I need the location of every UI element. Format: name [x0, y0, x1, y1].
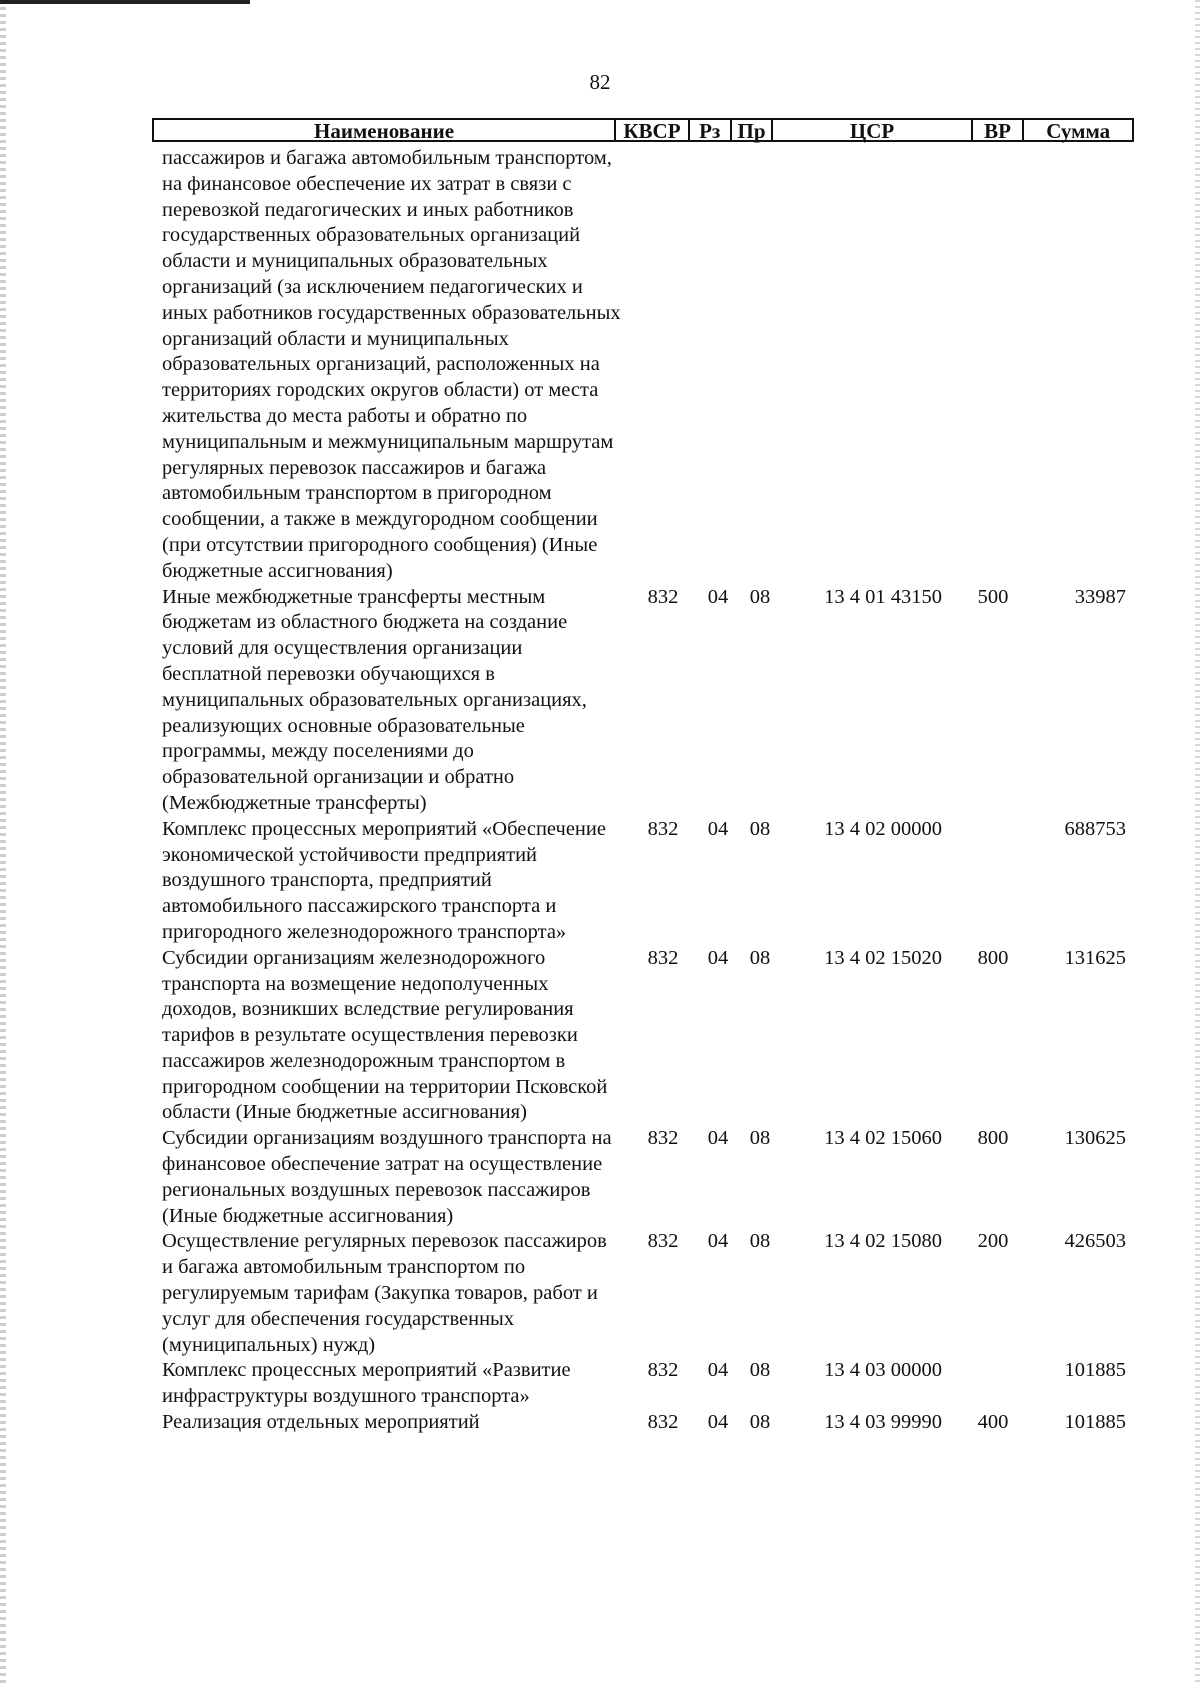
row-kvsr: 832: [647, 1411, 679, 1434]
row-csr: 13 4 02 15080: [824, 1230, 942, 1253]
row-csr: 13 4 02 15020: [824, 946, 942, 969]
row-sum: 101885: [1064, 1359, 1126, 1382]
row-csr: 13 4 02 00000: [824, 817, 942, 840]
row-csr: 13 4 01 43150: [824, 585, 942, 608]
row-name: Субсидии организациям железнодорожного транспорта на возмещение недополученных доходов, возникших вследствие регулирования тарифов в результате осуществления перевозки пассажиров железнодорожным транспортом в пригородном сообщении на территории Псковской области (Иные бюджетные ассигнования): [162, 946, 608, 1124]
row-csr: 13 4 03 00000: [824, 1359, 942, 1382]
table-header: [152, 118, 1134, 142]
table-row: [0, 1126, 1200, 1229]
row-name: Иные межбюджетные трансферты местным бюджетам из областного бюджета на создание условий для осуществления организации бесплатной перевозки обучающихся в муниципальных образовательных организациях, реализующих основные образовательные программы, между поселениями до образовательной организации и обратно (Межбюджетные трансферты): [162, 585, 587, 814]
table-row: [0, 817, 1200, 946]
header-rz: Рз: [690, 120, 732, 140]
scan-top-rule: [0, 0, 250, 4]
row-name: Комплекс процессных мероприятий «Развитие инфраструктуры воздушного транспорта»: [162, 1359, 571, 1408]
header-csr: ЦСР: [773, 120, 972, 140]
table-row: [0, 146, 1200, 585]
row-sum: 688753: [1064, 817, 1126, 840]
row-kvsr: 832: [647, 1127, 679, 1150]
row-sum: 131625: [1064, 946, 1126, 969]
row-rz: 04: [707, 946, 729, 969]
row-csr: 13 4 02 15060: [824, 1127, 942, 1150]
table-row: [0, 1229, 1200, 1358]
row-rz: 04: [707, 817, 729, 840]
page-number: 82: [589, 70, 611, 94]
header-kvsr: КВСР: [616, 120, 690, 140]
header-pr: Пр: [732, 120, 774, 140]
row-rz: 04: [707, 585, 729, 608]
row-kvsr: 832: [647, 585, 679, 608]
row-name: Субсидии организациям воздушного транспорта на финансовое обеспечение затрат на осуществление региональных воздушных перевозок пассажиров (Иные бюджетные ассигнования): [162, 1127, 612, 1227]
row-kvsr: 832: [647, 1230, 679, 1253]
row-name: Комплекс процессных мероприятий «Обеспечение экономической устойчивости предприятий воздушного транспорта, предприятий автомобильного пассажирского транспорта и пригородного железнодорожного транспорта»: [162, 817, 606, 943]
table-body: [0, 146, 1200, 1436]
row-kvsr: 832: [647, 1359, 679, 1382]
table-row: [0, 1358, 1200, 1410]
row-rz: 04: [707, 1127, 729, 1150]
row-pr: 08: [749, 946, 771, 969]
row-csr: 13 4 03 99990: [824, 1411, 942, 1434]
row-pr: 08: [749, 1127, 771, 1150]
row-kvsr: 832: [647, 817, 679, 840]
row-sum: 426503: [1064, 1230, 1126, 1253]
row-name: Реализация отдельных мероприятий: [162, 1411, 480, 1434]
row-rz: 04: [707, 1230, 729, 1253]
table-row: [0, 585, 1200, 817]
row-pr: 08: [749, 1359, 771, 1382]
row-sum: 33987: [1074, 585, 1126, 608]
row-name: Осуществление регулярных перевозок пассажиров и багажа автомобильным транспортом по регулируемым тарифам (Закупка товаров, работ и услуг для обеспечения государственных (муниципальных) нужд): [162, 1230, 607, 1356]
row-vr: 400: [977, 1411, 1009, 1434]
row-pr: 08: [749, 585, 771, 608]
header-name: Наименование: [154, 120, 616, 140]
header-vr: ВР: [973, 120, 1025, 140]
row-pr: 08: [749, 1230, 771, 1253]
header-sum: Сумма: [1046, 119, 1111, 143]
row-vr: 800: [977, 946, 1009, 969]
table-row: [0, 1410, 1200, 1436]
row-kvsr: 832: [647, 946, 679, 969]
table-row: [0, 946, 1200, 1127]
row-vr: 200: [977, 1230, 1009, 1253]
row-rz: 04: [707, 1359, 729, 1382]
row-vr: 800: [977, 1127, 1009, 1150]
row-name: пассажиров и багажа автомобильным транспортом, на финансовое обеспечение их затрат в связи с перевозкой педагогических и иных работников государственных образовательных организаций области и муниципальных образовательных организаций (за исключением педагогических и иных работников государственных образовательных организаций области и муниципальных образовательных организаций, расположенных на территориях городских округов области) от места жительства до места работы и обратно по муниципальным и межмуниципальным маршрутам регулярных перевозок пассажиров и багажа автомобильным транспортом в пригородном сообщении, а также в междугородном сообщении (при отсутствии пригородного сообщения) (Иные бюджетные ассигнования): [162, 147, 621, 582]
row-sum: 130625: [1064, 1127, 1126, 1150]
row-rz: 04: [707, 1411, 729, 1434]
row-pr: 08: [749, 817, 771, 840]
row-sum: 101885: [1064, 1411, 1126, 1434]
row-pr: 08: [749, 1411, 771, 1434]
row-vr: 500: [977, 585, 1009, 608]
